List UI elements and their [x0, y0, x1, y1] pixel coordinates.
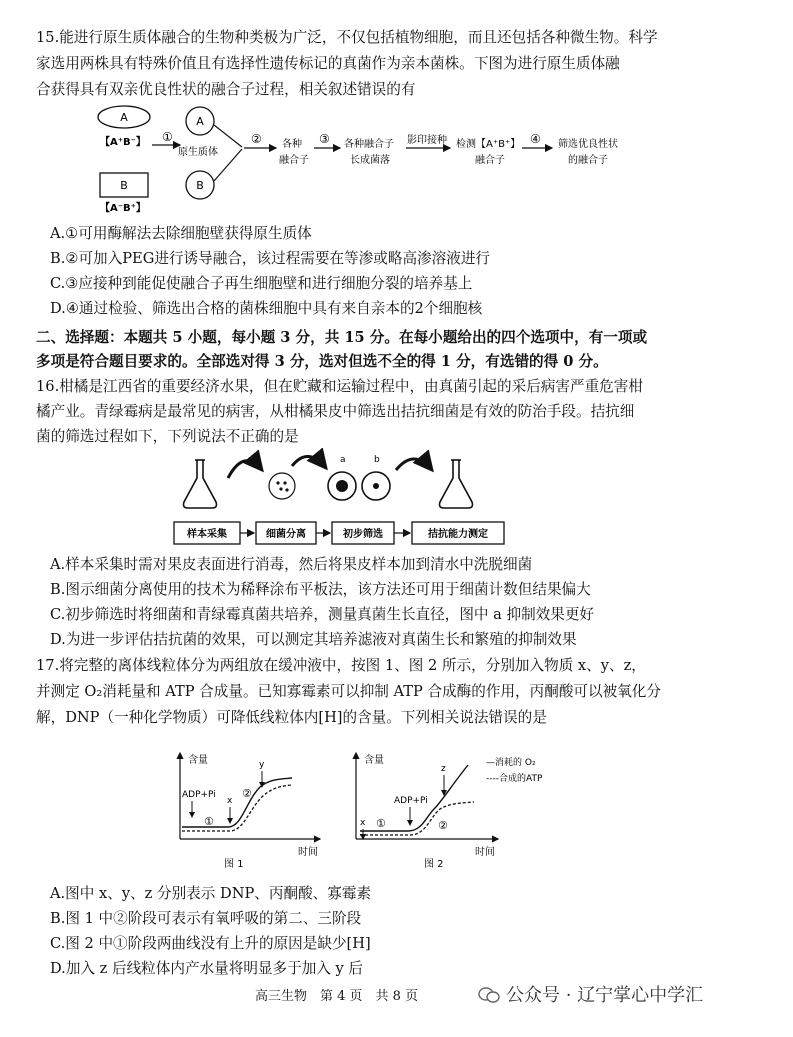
colony-dot [279, 487, 282, 490]
step-box-1-label: 样本采集 [187, 529, 227, 540]
graph1-stage1: ① [204, 815, 214, 828]
q15-option-b: B.②可加入PEG进行诱导融合，该过程需要在等渗或略高渗溶液进行 [50, 250, 491, 267]
q15-option-a: A.①可用酶解法去除细胞壁获得原生质体 [50, 225, 312, 242]
graph1-o2-curve [182, 778, 292, 827]
graph2-stage2: ② [438, 819, 448, 832]
plate-a-fungus [336, 480, 348, 492]
cell-a-marker: 【A⁺B⁻】 [100, 137, 146, 148]
graph2-caption: 图 2 [424, 859, 444, 870]
graph2-ylabel: 含量 [364, 755, 384, 766]
graph1-caption: 图 1 [224, 859, 244, 870]
graph2-adp-label: ADP+Pi [394, 796, 428, 806]
step2-label: ② [251, 132, 262, 146]
q17-option-d: D.加入 z 后线粒体内产水量将明显多于加入 y 后 [50, 960, 363, 977]
protoplast-b-label: B [196, 179, 204, 192]
graph1-xlabel: 时间 [298, 847, 318, 858]
plate-b-fungus [373, 483, 379, 489]
graph2-stage1: ① [376, 817, 386, 830]
fusion-line-b [214, 149, 242, 181]
replica-plating-label: 影印接种 [407, 135, 447, 146]
wechat-icon [478, 986, 500, 1004]
q16-option-a: A.样本采集时需对果皮表面进行消毒，然后将果皮样本加到清水中洗脱细菌 [50, 556, 533, 573]
step-box-3-label: 初步筛选 [343, 529, 383, 540]
step-box-4-label: 拮抗能力测定 [428, 529, 488, 540]
q16-stem-line1: 16.柑橘是江西省的重要经济水果，但在贮藏和运输过程中，由真菌引起的采后病害严重危害柑 [36, 378, 643, 395]
fusion-line-a [214, 125, 242, 147]
step4-label: ④ [530, 132, 541, 146]
mitochondria-graphs [170, 745, 590, 875]
graph1-adp-label: ADP+Pi [182, 790, 216, 800]
section2-heading-line2: 多项是符合题目要求的。全部选对得 3 分，选对但选不全的得 1 分，有选错的得 0 分。 [36, 353, 608, 370]
q17-stem-line3: 解，DNP（一种化学物质）可降低线粒体内[H]的含量。下列相关说法错误的是 [36, 709, 547, 726]
graph1-ylabel: 含量 [188, 755, 208, 766]
curved-arrow-1 [228, 461, 262, 478]
select-label-2: 的融合子 [568, 155, 608, 166]
q16-stem-line3: 菌的筛选过程如下，下列说法不正确的是 [36, 428, 299, 445]
flask-left [184, 460, 217, 508]
q16-stem-line2: 橘产业。青绿霉病是最常见的病害，从柑橘果皮中筛选出拮抗细菌是有效的防治手段。拮抗细 [36, 403, 635, 420]
graph1-y-label: y [259, 760, 265, 770]
protoplast-a-label: A [196, 115, 204, 128]
detect-label: 检测【A⁺B⁺】 [456, 139, 521, 150]
graph1-stage2: ② [242, 787, 252, 800]
q17-stem-line2: 并测定 O₂消耗量和 ATP 合成量。已知寡霉素可以抑制 ATP 合成酶的作用，丙酮酸可以被氧化分 [36, 683, 661, 700]
q16-option-d: D.为进一步评估拮抗菌的效果，可以测定其培养滤液对真菌生长和繁殖的抑制效果 [50, 631, 577, 648]
detect-fusant-label: 融合子 [475, 155, 505, 166]
cell-a-label: A [120, 111, 128, 124]
colony-dot [276, 481, 279, 484]
flask-right [440, 460, 473, 508]
colonies-label-2: 长成菌落 [350, 155, 390, 166]
q15-stem-line3: 合获得具有双亲优良性状的融合子过程，相关叙述错误的有 [36, 81, 416, 98]
curved-arrow-3 [396, 459, 432, 470]
q17-option-a: A.图中 x、y、z 分别表示 DNP、丙酮酸、寡霉素 [50, 885, 372, 902]
q16-option-c: C.初步筛选时将细菌和青绿霉真菌共培养，测量真菌生长直径，图中 a 抑制效果更好 [50, 606, 595, 623]
graph2-x-label: x [360, 818, 366, 828]
protoplast-label: 原生质体 [178, 147, 218, 158]
graph2-legend-o2: —消耗的 O₂ [486, 758, 536, 768]
plate-a-label: a [340, 455, 346, 465]
select-label-1: 筛选优良性状 [558, 139, 618, 150]
step1-label: ① [162, 130, 173, 144]
cell-b-marker: 【A⁻B⁺】 [100, 203, 146, 214]
q16-option-b: B.图示细菌分离使用的技术为稀释涂布平板法，该方法还可用于细菌计数但结果偏大 [50, 581, 591, 598]
cell-b-label: B [120, 179, 128, 192]
fusants-label-2: 融合子 [279, 155, 309, 166]
section2-heading-line1: 二、选择题：本题共 5 小题，每小题 3 分，共 15 分。在每小题给出的四个选项中，有一项或 [36, 329, 648, 346]
protoplast-fusion-diagram [90, 103, 670, 218]
watermark-text: 公众号 · 辽宁掌心中学汇 [506, 985, 704, 1006]
graph1-x-label: x [227, 796, 233, 806]
q17-option-b: B.图 1 中②阶段可表示有氧呼吸的第二、三阶段 [50, 910, 362, 927]
dilution-plate [269, 473, 295, 499]
fusants-label-1: 各种 [282, 139, 302, 150]
watermark [478, 981, 703, 1007]
curved-arrow-2 [292, 456, 326, 468]
q15-option-d: D.④通过检验、筛选出合格的菌株细胞中具有来自亲本的2个细胞核 [50, 300, 483, 317]
colony-dot [283, 481, 286, 484]
q17-stem-line1: 17.将完整的离体线粒体分为两组放在缓冲液中，按图 1、图 2 所示，分别加入物质 x、y、z， [36, 657, 646, 674]
step-box-2-label: 细菌分离 [266, 529, 306, 540]
plate-b-label: b [374, 455, 380, 465]
graph2-z-label: z [441, 764, 446, 774]
colony-dot [285, 488, 288, 491]
q15-stem-line1: 15.能进行原生质体融合的生物种类极为广泛，不仅包括植物细胞，而且还包括各种微生物。科学 [36, 29, 658, 46]
step3-label: ③ [319, 132, 330, 146]
graph2-legend-atp: ----合成的ATP [486, 774, 543, 784]
colonies-label-1: 各种融合子 [344, 139, 394, 150]
q17-option-c: C.图 2 中①阶段两曲线没有上升的原因是缺少[H] [50, 935, 371, 952]
antagonist-screening-diagram [170, 448, 510, 548]
page-footer: 高三生物 第 4 页 共 8 页 [255, 989, 419, 1004]
q15-option-c: C.③应接种到能促使融合子再生细胞壁和进行细胞分裂的培养基上 [50, 275, 473, 292]
graph2-xlabel: 时间 [475, 847, 495, 858]
q15-stem-line2: 家选用两株具有特殊价值且有选择性遗传标记的真菌作为亲本菌株。下图为进行原生质体融 [36, 55, 620, 72]
